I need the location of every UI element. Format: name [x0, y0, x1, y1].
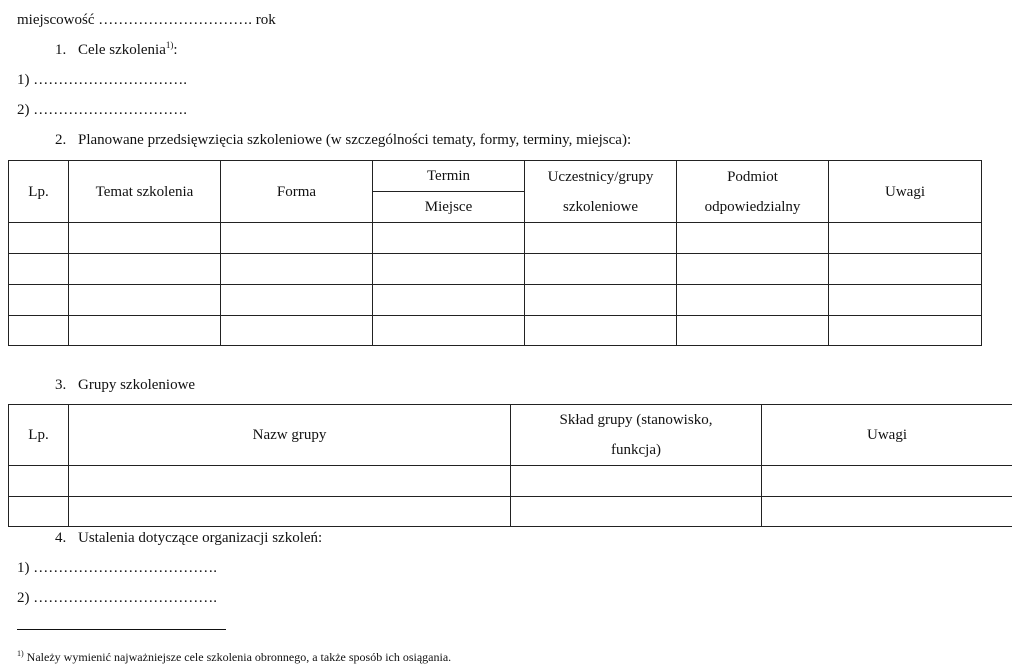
table-cell	[373, 285, 525, 316]
table-cell	[221, 223, 373, 254]
section-4-number: 4.	[55, 530, 67, 546]
table-cell	[511, 466, 762, 497]
section-1-heading	[55, 41, 178, 59]
table-row	[9, 466, 1012, 497]
section-3-number: 3.	[55, 377, 67, 393]
section-4-item-1: 1) ……………………………….	[17, 560, 217, 576]
header-sklad-grupy	[511, 405, 762, 466]
table-cell	[9, 466, 69, 497]
footnote-divider	[17, 629, 226, 630]
table-cell	[829, 285, 982, 316]
table-row	[9, 497, 1012, 527]
footnote-marker: 1)	[17, 649, 24, 658]
table-cell	[373, 223, 525, 254]
section-2-heading	[55, 131, 631, 149]
table-row	[9, 316, 982, 346]
table-cell	[69, 285, 221, 316]
footnote-ref: 1)	[165, 40, 174, 50]
section-1-number: 1.	[55, 42, 67, 58]
header-lp: Lp.	[9, 161, 69, 223]
table-cell	[9, 316, 69, 346]
table-row	[9, 223, 982, 254]
header-uwagi: Uwagi	[829, 161, 982, 223]
table-row	[9, 285, 982, 316]
section-1-item-2: 2) ………………………….	[17, 102, 187, 118]
section-2-number: 2.	[55, 132, 67, 148]
table-cell	[829, 316, 982, 346]
table-cell	[762, 497, 1012, 527]
header-podmiot	[677, 161, 829, 223]
training-plan-table	[8, 160, 982, 346]
header-forma: Forma	[221, 161, 373, 223]
table-cell	[677, 254, 829, 285]
header-termin: Termin	[373, 161, 525, 192]
section-3-title: Grupy szkoleniowe	[78, 377, 196, 393]
table-cell	[221, 285, 373, 316]
header-uczestnicy-line-2: szkoleniowe	[563, 198, 638, 215]
section-1-title: Cele szkolenia	[78, 42, 166, 58]
section-1-item-1: 1) ………………………….	[17, 72, 187, 88]
table-cell	[525, 254, 677, 285]
table-cell	[525, 223, 677, 254]
table-header-row	[9, 161, 982, 192]
table-cell	[9, 254, 69, 285]
table-cell	[9, 285, 69, 316]
table-cell	[69, 316, 221, 346]
header-podmiot-line-1: Podmiot	[727, 168, 778, 185]
section-1-colon: :	[173, 42, 178, 58]
section-4-item-2: 2) ……………………………….	[17, 590, 217, 606]
section-4-heading	[55, 529, 322, 547]
training-groups-table	[8, 404, 1012, 527]
place-year-line: miejscowość …………………………. rok	[17, 12, 276, 28]
table-cell	[525, 316, 677, 346]
table-header-row	[9, 405, 1012, 466]
table-cell	[9, 497, 69, 527]
header-nazwa-grupy: Nazw grupy	[69, 405, 511, 466]
header-uczestnicy	[525, 161, 677, 223]
table-cell	[677, 223, 829, 254]
section-3-heading	[55, 376, 195, 394]
table-cell	[511, 497, 762, 527]
table-cell	[677, 285, 829, 316]
table-cell	[373, 254, 525, 285]
table-cell	[373, 316, 525, 346]
header-podmiot-line-2: odpowiedzialny	[704, 198, 801, 215]
table-cell	[677, 316, 829, 346]
table-cell	[221, 316, 373, 346]
header-miejsce: Miejsce	[373, 192, 525, 223]
table-cell	[829, 254, 982, 285]
table-row	[9, 254, 982, 285]
header-sklad-line-1: Skład grupy (stanowisko,	[559, 412, 713, 428]
header-sklad-line-2: funkcja)	[611, 442, 661, 458]
table-cell	[9, 223, 69, 254]
table-cell	[69, 497, 511, 527]
section-2-title: Planowane przedsięwzięcia szkoleniowe (w szczególności tematy, formy, terminy, miejsca):	[78, 132, 632, 148]
header-uczestnicy-line-1: Uczestnicy/grupy	[547, 168, 654, 185]
table-cell	[525, 285, 677, 316]
header-uwagi: Uwagi	[762, 405, 1012, 466]
table-cell	[762, 466, 1012, 497]
table-cell	[69, 466, 511, 497]
table-cell	[829, 223, 982, 254]
header-lp: Lp.	[9, 405, 69, 466]
footnote	[17, 650, 451, 664]
section-4-title: Ustalenia dotyczące organizacji szkoleń:	[78, 530, 323, 546]
table-cell	[69, 223, 221, 254]
table-cell	[221, 254, 373, 285]
header-temat-szkolenia: Temat szkolenia	[69, 161, 221, 223]
footnote-text: Należy wymienić najważniejsze cele szkolenia obronnego, a także sposób ich osiągania.	[23, 650, 452, 664]
table-cell	[69, 254, 221, 285]
